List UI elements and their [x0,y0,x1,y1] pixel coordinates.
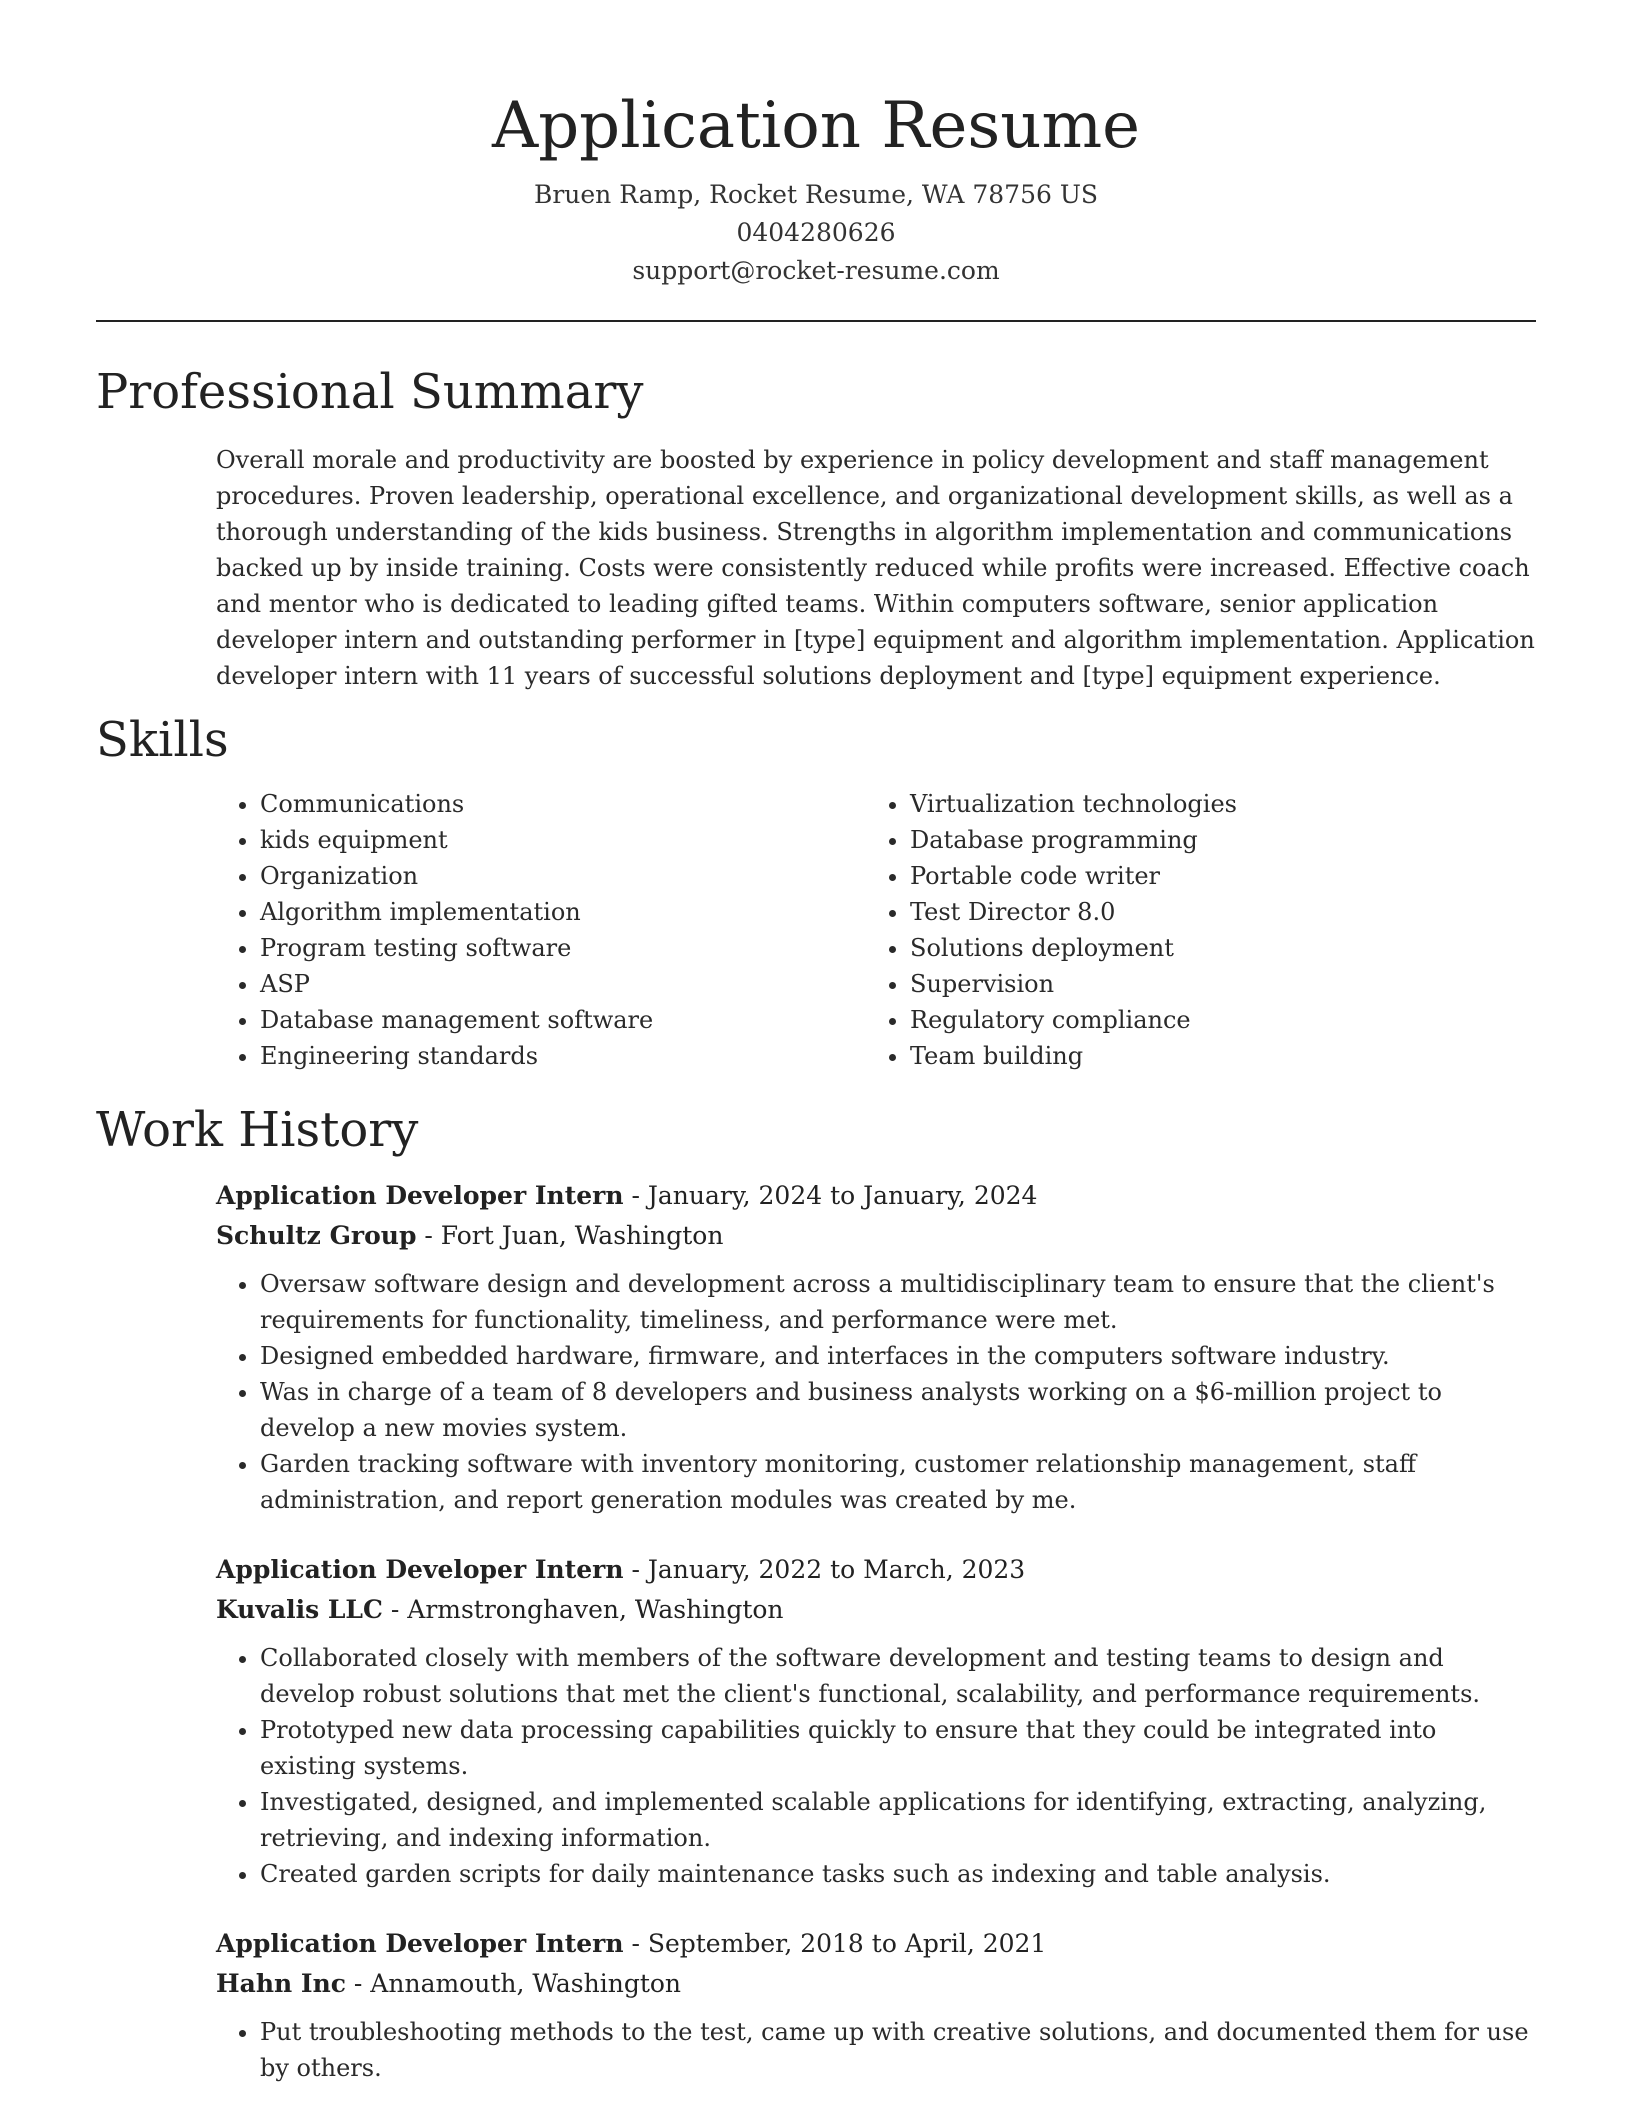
skill-item: • Portable code writer [910,858,1510,894]
job-bullet: • Collaborated closely with members of the software development and testing teams to design and develop robust solutions that met the client's functional, scalability, and performance requirements. [260,1640,1536,1712]
job-company-line [216,1964,1536,2004]
job-role: Application Developer Intern [216,1181,624,1210]
skill-item: • Database programming [910,822,1510,858]
skill-item: • Communications [260,786,866,822]
job-location: - Annamouth, Washington [345,1969,682,1998]
job-dates: - January, 2022 to March, 2023 [623,1555,1026,1584]
skill-item: • Algorithm implementation [260,894,866,930]
job-bullets [216,1640,1536,1892]
job-role: Application Developer Intern [216,1555,624,1584]
job-bullet: • Garden tracking software with inventory monitoring, customer relationship management, staff administration, and report generation modules was created by me. [260,1446,1536,1518]
skill-item: • ASP [260,966,866,1002]
job-company: Kuvalis LLC [216,1595,383,1624]
skill-item: • Supervision [910,966,1510,1002]
resume-header [96,0,1536,290]
job-bullet: • Created garden scripts for daily maintenance tasks such as indexing and table analysis. [260,1856,1536,1892]
skill-item: • Team building [910,1038,1510,1074]
job-company-line [216,1216,1536,1256]
header-divider [96,320,1536,322]
job-bullet: • Designed embedded hardware, firmware, and interfaces in the computers software industry. [260,1338,1536,1374]
address: Bruen Ramp, Rocket Resume, WA 78756 US [533,180,1099,209]
skill-item: • Virtualization technologies [910,786,1510,822]
skill-item: • Regulatory compliance [910,1002,1510,1038]
job-entry [216,1550,1536,1892]
job-bullet: • Oversaw software design and development across a multidisciplinary team to ensure that the client's requirements for functionality, timeliness, and performance were met. [260,1266,1536,1338]
job-title-line [216,1176,1536,1216]
skill-item: • Solutions deployment [910,930,1510,966]
phone: 0404280626 [736,218,896,247]
skill-item: • Test Director 8.0 [910,894,1510,930]
summary-heading: Professional Summary [96,364,644,420]
job-bullet: • Investigated, designed, and implemented scalable applications for identifying, extracting, analyzing, retrieving, and indexing information. [260,1784,1536,1856]
skill-item: • Program testing software [260,930,866,966]
skills-column-right [866,786,1510,1074]
job-bullets [216,2014,1536,2086]
job-entry [216,1924,1536,2086]
job-bullets [216,1266,1536,1518]
job-company-line [216,1590,1536,1630]
work-history-heading: Work History [96,1102,419,1158]
job-company: Schultz Group [216,1221,417,1250]
job-company: Hahn Inc [216,1969,346,1998]
summary-text: Overall morale and productivity are boosted by experience in policy development and staff management procedures. Proven leadership, operational excellence, and organizational development skills, as well as a thorough understanding of the kids business. Strengths in algorithm implementation and communications backed up by inside training. Costs were consistently reduced while profits were increased. Effective coach and mentor who is dedicated to leading gifted teams. Within computers software, senior application developer intern and outstanding performer in [type] equipment and algorithm implementation. Application developer intern with 11 years of successful solutions deployment and [type] equipment experience. [216,446,1535,690]
job-location: - Armstronghaven, Washington [382,1595,784,1624]
job-bullet: • Was in charge of a team of 8 developers and business analysts working on a $6-million project to develop a new movies system. [260,1374,1536,1446]
skill-item: • kids equipment [260,822,866,858]
job-bullet: • Prototyped new data processing capabilities quickly to ensure that they could be integrated into existing systems. [260,1712,1536,1784]
skills-list [216,786,1536,1074]
skill-item: • Organization [260,858,866,894]
skill-item: • Database management software [260,1002,866,1038]
job-dates: - September, 2018 to April, 2021 [623,1929,1047,1958]
skill-item: • Engineering standards [260,1038,866,1074]
job-bullet: • Put troubleshooting methods to the test, came up with creative solutions, and documented them for use by others. [260,2014,1536,2086]
contact-block [96,176,1536,290]
job-dates: - January, 2024 to January, 2024 [623,1181,1038,1210]
job-location: - Fort Juan, Washington [416,1221,724,1250]
applicant-name: Application Resume [491,89,1141,163]
skills-column-left [216,786,866,1074]
job-entry [216,1176,1536,1518]
resume-page [96,0,1536,2086]
job-title-line [216,1924,1536,1964]
job-role: Application Developer Intern [216,1929,624,1958]
email: support@rocket-resume.com [632,256,1000,285]
skills-heading: Skills [96,712,229,768]
job-title-line [216,1550,1536,1590]
